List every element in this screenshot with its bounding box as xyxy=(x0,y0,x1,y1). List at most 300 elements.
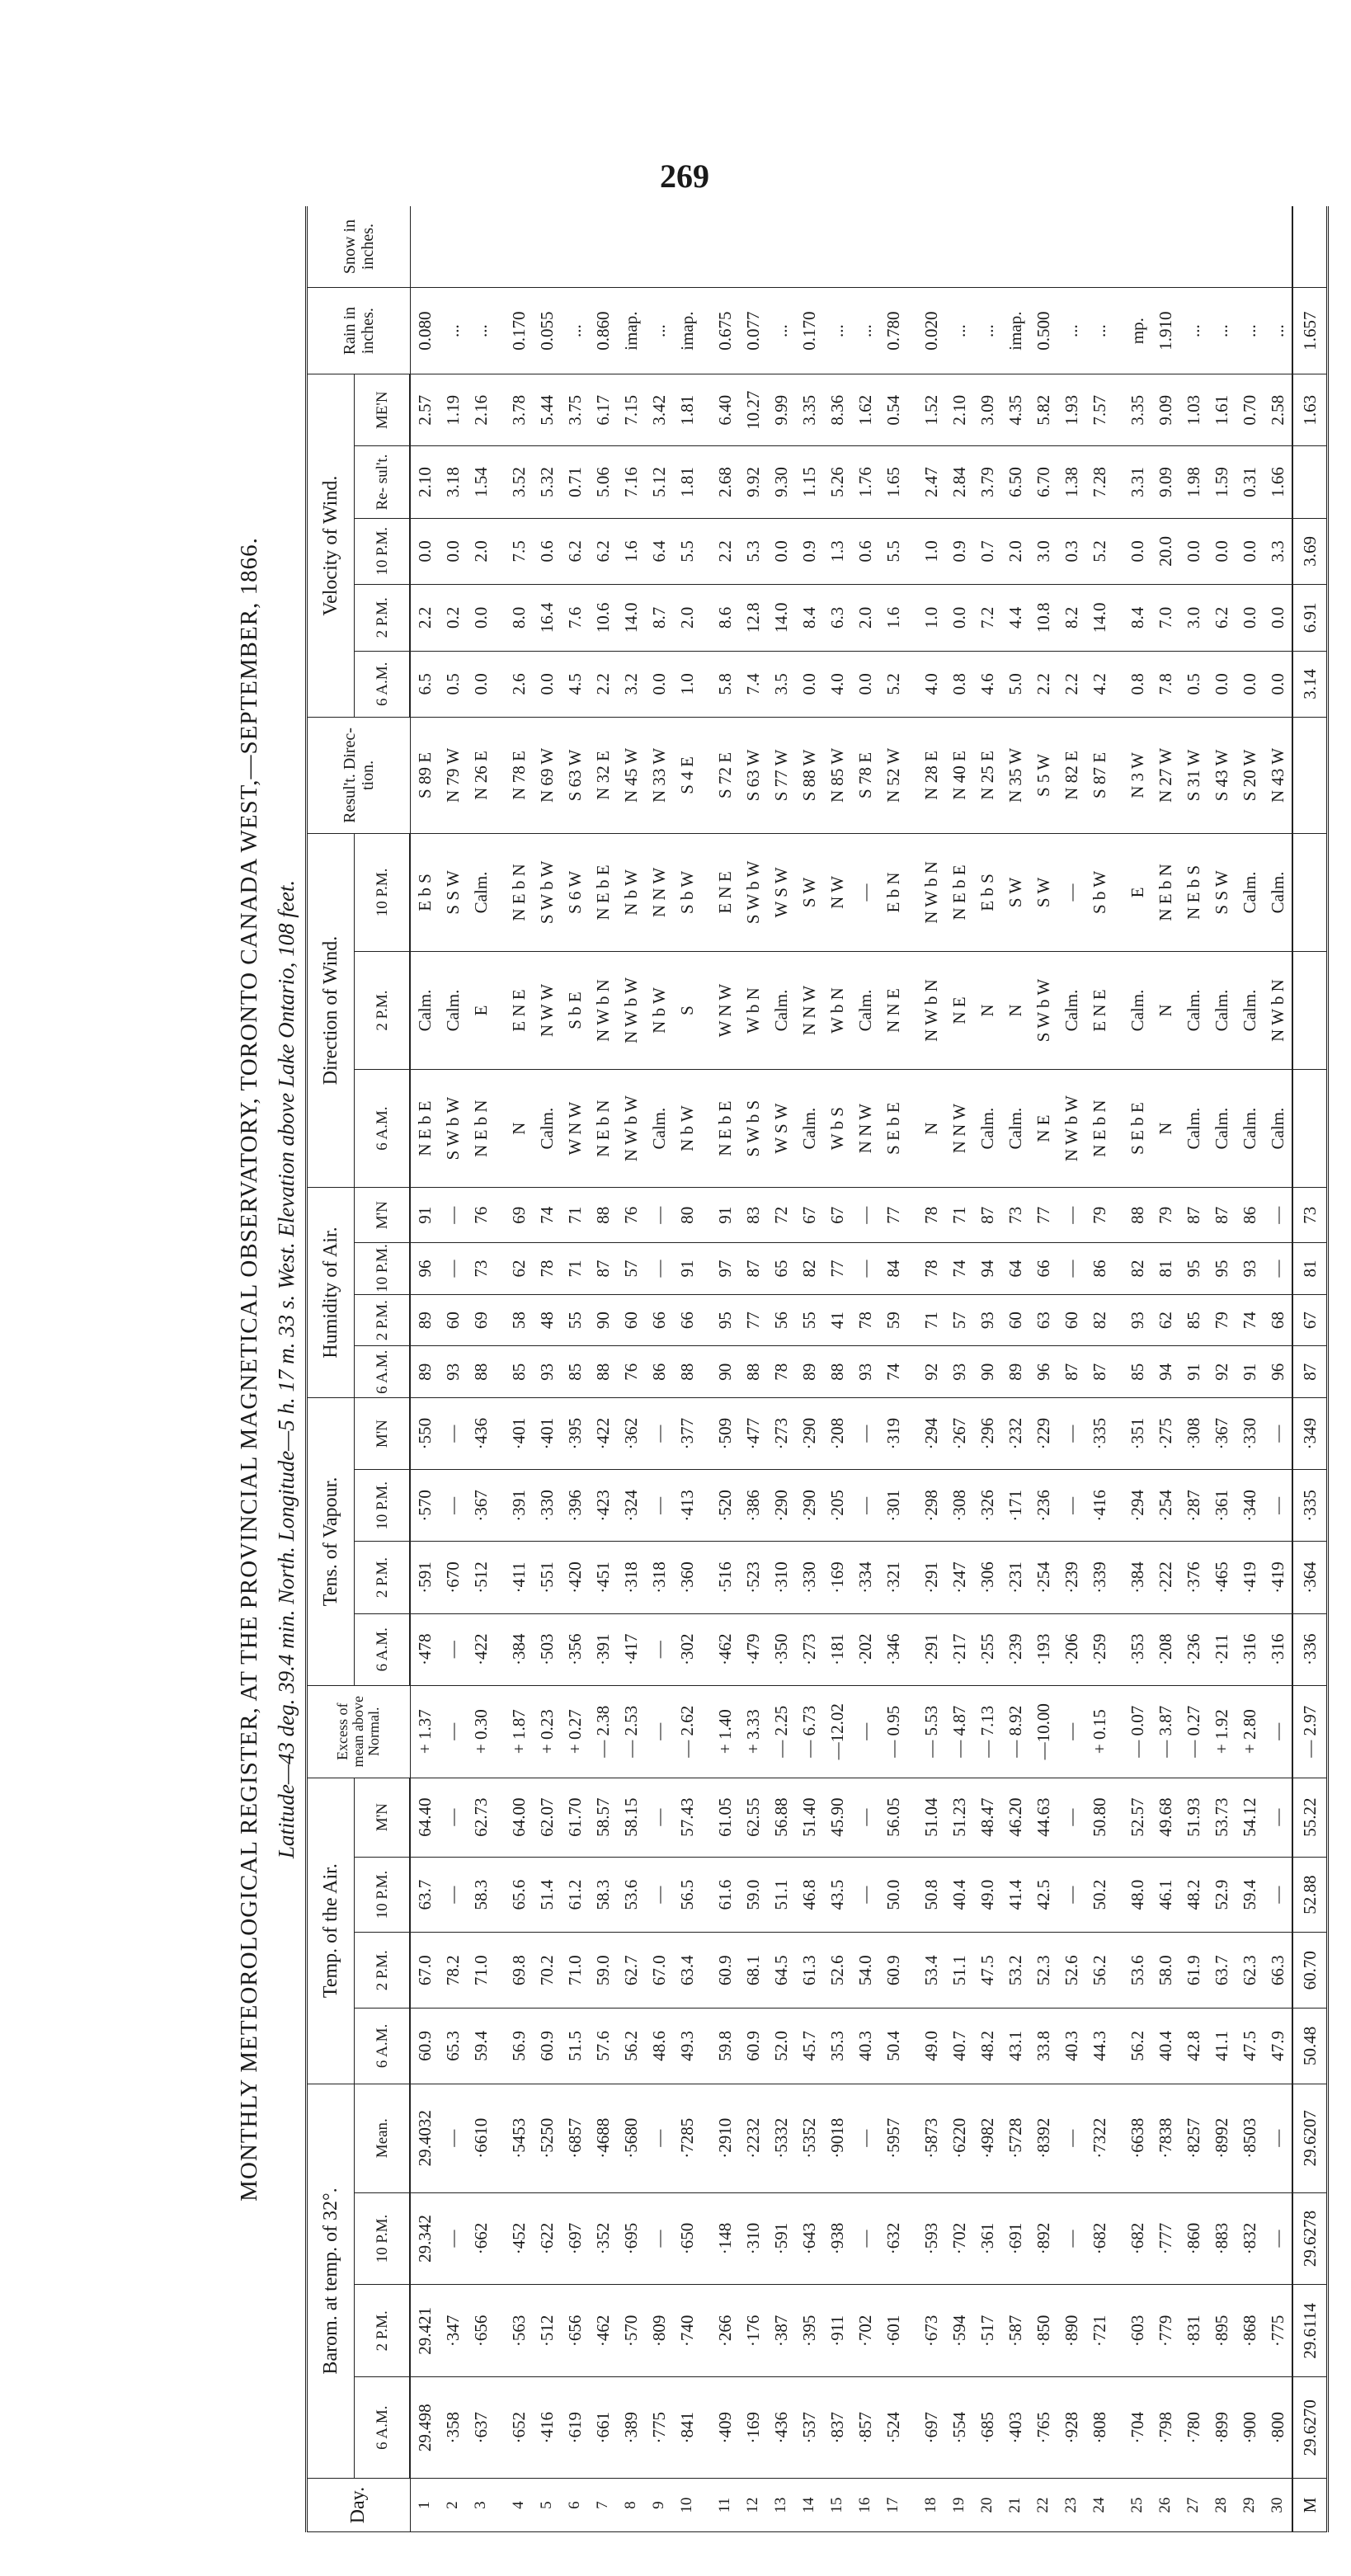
table-cell: — xyxy=(439,1398,467,1470)
table-cell: 33.8 xyxy=(1029,2009,1057,2084)
table-row xyxy=(1057,206,1085,2532)
table-cell: 54.0 xyxy=(851,1933,879,2009)
table-cell: ·351 xyxy=(1123,1398,1151,1470)
table-cell: 8.6 xyxy=(711,585,739,651)
table-cell xyxy=(973,206,1001,288)
table-cell: 64.00 xyxy=(505,1778,533,1857)
table-cell: 52.3 xyxy=(1029,1933,1057,2009)
table-cell: ·324 xyxy=(617,1470,645,1542)
table-cell: — xyxy=(851,1778,879,1857)
day-cell: 9 xyxy=(645,2479,673,2532)
table-cell: — xyxy=(645,1470,673,1542)
table-cell: 2.84 xyxy=(945,446,973,518)
table-cell xyxy=(467,206,495,288)
table-cell: 71 xyxy=(561,1243,589,1295)
table-cell: 88 xyxy=(739,1346,767,1398)
day-cell: 7 xyxy=(589,2479,617,2532)
table-cell: 74 xyxy=(1236,1294,1264,1346)
table-cell: 6.70 xyxy=(1029,446,1057,518)
table-cell: 40.3 xyxy=(851,2009,879,2084)
table-cell: 72 xyxy=(767,1188,795,1243)
table-cell: 6.2 xyxy=(589,518,617,584)
table-cell: 42.5 xyxy=(1029,1857,1057,1933)
table-cell: 9.92 xyxy=(739,446,767,518)
table-cell: 67.0 xyxy=(410,1933,439,2009)
table-row xyxy=(973,206,1001,2532)
table-row xyxy=(1264,206,1292,2532)
table-cell: 63 xyxy=(1029,1294,1057,1346)
table-cell: 91 xyxy=(711,1188,739,1243)
means-cell: 29.6207 xyxy=(1292,2084,1328,2192)
table-cell: ·169 xyxy=(823,1542,851,1613)
table-cell: ·837 xyxy=(823,2377,851,2479)
table-cell xyxy=(879,206,907,288)
table-cell: 51.04 xyxy=(917,1778,945,1857)
sub-dir-2pm: 2 P.M. xyxy=(355,952,411,1070)
table-cell: ·808 xyxy=(1085,2377,1113,2479)
table-cell: 60 xyxy=(439,1294,467,1346)
table-cell: 3.0 xyxy=(1029,518,1057,584)
table-cell: — xyxy=(1057,1685,1085,1778)
table-row xyxy=(1085,206,1113,2532)
sub-vel-6am: 6 A.M. xyxy=(355,651,411,717)
table-cell: 0.0 xyxy=(1236,651,1264,717)
table-cell: Calm. xyxy=(1264,1070,1292,1188)
table-cell: 8.36 xyxy=(823,374,851,446)
table-cell: 52.57 xyxy=(1123,1778,1151,1857)
table-cell: Calm. xyxy=(1236,952,1264,1070)
table-cell: N W b W xyxy=(1057,1070,1085,1188)
table-cell: ·273 xyxy=(767,1398,795,1470)
table-cell: W b N xyxy=(739,952,767,1070)
table-cell: ·384 xyxy=(1123,1542,1151,1613)
table-cell: 6.40 xyxy=(711,374,739,446)
table-cell: 0.077 xyxy=(739,288,767,374)
table-cell: ·339 xyxy=(1085,1542,1113,1613)
sub-hum-10pm: 10 P.M. xyxy=(355,1243,411,1295)
table-cell: — xyxy=(645,1398,673,1470)
table-cell: ·420 xyxy=(561,1542,589,1613)
table-cell: — xyxy=(1057,1188,1085,1243)
table-cell: 71 xyxy=(917,1294,945,1346)
table-cell: W b S xyxy=(823,1070,851,1188)
table-cell: ·697 xyxy=(917,2377,945,2479)
table-cell: ·563 xyxy=(505,2285,533,2377)
table-cell: 71 xyxy=(561,1188,589,1243)
table-row xyxy=(851,206,879,2532)
header-barometer: Barom. at temp. of 32°. xyxy=(307,2084,355,2478)
means-cell: ·336 xyxy=(1292,1613,1328,1685)
table-cell: 91 xyxy=(1236,1346,1264,1398)
table-cell: — 0.95 xyxy=(879,1685,907,1778)
table-cell: ·517 xyxy=(973,2285,1001,2377)
table-cell: S 4 E xyxy=(673,718,701,834)
table-cell: 78.2 xyxy=(439,1933,467,2009)
table-cell: 71 xyxy=(945,1188,973,1243)
table-cell: 5.2 xyxy=(1085,518,1113,584)
table-row xyxy=(917,206,945,2532)
table-cell: — xyxy=(439,2192,467,2285)
table-cell: ·318 xyxy=(617,1542,645,1613)
table-cell: 3.18 xyxy=(439,446,467,518)
table-cell: ·310 xyxy=(739,2192,767,2285)
table-cell: 7.5 xyxy=(505,518,533,584)
table-cell: ·857 xyxy=(851,2377,879,2479)
table-cell: 3.5 xyxy=(767,651,795,717)
table-cell: 0.5 xyxy=(1179,651,1207,717)
table-cell: 0.9 xyxy=(945,518,973,584)
sub-vap-10pm: 10 P.M. xyxy=(355,1470,411,1542)
table-cell: 3.09 xyxy=(973,374,1001,446)
table-cell: ·254 xyxy=(1029,1542,1057,1613)
table-cell: 60.9 xyxy=(711,1933,739,2009)
table-cell xyxy=(505,206,533,288)
table-cell: 63.4 xyxy=(673,1933,701,2009)
table-cell: ·208 xyxy=(823,1398,851,1470)
table-cell: 82 xyxy=(795,1243,823,1295)
rotated-register xyxy=(231,206,1320,2532)
table-cell: 50.4 xyxy=(879,2009,907,2084)
day-cell: 22 xyxy=(1029,2479,1057,2532)
table-cell xyxy=(617,206,645,288)
table-cell: Calm. xyxy=(795,1070,823,1188)
table-cell: 57.6 xyxy=(589,2009,617,2084)
table-cell: N 26 E xyxy=(467,718,495,834)
table-cell: ·622 xyxy=(533,2192,561,2285)
table-cell: 45.90 xyxy=(823,1778,851,1857)
table-cell: Calm. xyxy=(973,1070,1001,1188)
table-cell: S xyxy=(673,952,701,1070)
table-cell: 49.0 xyxy=(917,2009,945,2084)
header-humidity: Humidity of Air. xyxy=(307,1188,355,1398)
table-cell: 6.3 xyxy=(823,585,851,651)
table-cell: ... xyxy=(767,288,795,374)
table-cell: N N W xyxy=(795,952,823,1070)
table-cell: S W b W xyxy=(1029,952,1057,1070)
table-cell: 0.0 xyxy=(410,518,439,584)
row-spacer xyxy=(701,206,711,2532)
table-cell: 1.66 xyxy=(1264,446,1292,518)
table-cell: 14.0 xyxy=(1085,585,1113,651)
table-cell: ... xyxy=(1179,288,1207,374)
table-row xyxy=(533,206,561,2532)
table-cell: ·205 xyxy=(823,1470,851,1542)
header-snow: Snow in inches. xyxy=(307,206,411,288)
table-cell: Calm. xyxy=(1001,1070,1029,1188)
table-cell: 7.4 xyxy=(739,651,767,717)
table-cell xyxy=(645,206,673,288)
table-row xyxy=(823,206,851,2532)
table-cell: 3.78 xyxy=(505,374,533,446)
table-cell: + 0.27 xyxy=(561,1685,589,1778)
table-cell: 2.0 xyxy=(1001,518,1029,584)
table-cell: 71.0 xyxy=(467,1933,495,2009)
table-cell: ... xyxy=(945,288,973,374)
table-cell xyxy=(439,206,467,288)
means-cell: 6.91 xyxy=(1292,585,1328,651)
table-cell: 76 xyxy=(617,1188,645,1243)
table-cell: 48.2 xyxy=(1179,1857,1207,1933)
table-cell xyxy=(1236,206,1264,288)
table-cell: 0.0 xyxy=(467,585,495,651)
header-day: Day. xyxy=(307,2479,411,2532)
table-cell: 5.3 xyxy=(739,518,767,584)
table-cell: 56.2 xyxy=(617,2009,645,2084)
table-cell: — xyxy=(851,1685,879,1778)
table-cell: ·619 xyxy=(561,2377,589,2479)
table-cell: ·176 xyxy=(739,2285,767,2377)
table-cell: ·403 xyxy=(1001,2377,1029,2479)
table-cell: — xyxy=(1264,2192,1292,2285)
table-cell: — xyxy=(645,1243,673,1295)
table-cell: S 78 E xyxy=(851,718,879,834)
table-cell: ·319 xyxy=(879,1398,907,1470)
table-cell: 53.4 xyxy=(917,1933,945,2009)
table-cell: 0.860 xyxy=(589,288,617,374)
table-cell: S W b S xyxy=(739,1070,767,1188)
table-cell: S 20 W xyxy=(1236,718,1264,834)
table-cell: 86 xyxy=(1085,1243,1113,1295)
table-row xyxy=(1151,206,1179,2532)
table-cell: S 43 W xyxy=(1207,718,1236,834)
table-cell xyxy=(410,206,439,288)
table-cell: 0.0 xyxy=(1236,585,1264,651)
table-cell: 47.9 xyxy=(1264,2009,1292,2084)
means-cell: — 2.97 xyxy=(1292,1685,1328,1778)
table-cell: ·211 xyxy=(1207,1613,1236,1685)
table-cell: 66.3 xyxy=(1264,1933,1292,2009)
table-cell: E N E xyxy=(1085,952,1113,1070)
table-cell: ·6857 xyxy=(561,2084,589,2192)
table-cell: 67 xyxy=(823,1188,851,1243)
table-cell: 52.9 xyxy=(1207,1857,1236,1933)
table-cell: ·516 xyxy=(711,1542,739,1613)
table-cell: —12.02 xyxy=(823,1685,851,1778)
table-cell: 77 xyxy=(739,1294,767,1346)
table-cell: 96 xyxy=(410,1243,439,1295)
table-cell: 1.6 xyxy=(617,518,645,584)
table-cell: 3.42 xyxy=(645,374,673,446)
table-cell: 52.0 xyxy=(767,2009,795,2084)
table-cell: 52.6 xyxy=(823,1933,851,2009)
table-cell: ·650 xyxy=(673,2192,701,2285)
day-cell: 30 xyxy=(1264,2479,1292,2532)
table-cell: ·465 xyxy=(1207,1542,1236,1613)
table-cell: 65.3 xyxy=(439,2009,467,2084)
table-cell: 9.99 xyxy=(767,374,795,446)
table-cell: 0.31 xyxy=(1236,446,1264,518)
table-cell: — xyxy=(439,2084,467,2192)
table-cell: ·411 xyxy=(505,1542,533,1613)
table-cell: ·911 xyxy=(823,2285,851,2377)
table-row xyxy=(739,206,767,2532)
table-cell: 0.8 xyxy=(1123,651,1151,717)
table-cell: 68 xyxy=(1264,1294,1292,1346)
table-cell: 60 xyxy=(1057,1294,1085,1346)
table-cell: 1.98 xyxy=(1179,446,1207,518)
table-cell: 90 xyxy=(973,1346,1001,1398)
means-cell: 3.69 xyxy=(1292,518,1328,584)
table-cell: S 72 E xyxy=(711,718,739,834)
header-temperature: Temp. of the Air. xyxy=(307,1778,355,2084)
table-cell: ·702 xyxy=(945,2192,973,2285)
table-cell: 1.03 xyxy=(1179,374,1207,446)
table-cell: 62 xyxy=(1151,1294,1179,1346)
table-cell: ·377 xyxy=(673,1398,701,1470)
table-cell: N E b N xyxy=(505,833,533,951)
day-cell: 1 xyxy=(410,2479,439,2532)
table-cell: 0.0 xyxy=(1264,585,1292,651)
table-cell: 0.71 xyxy=(561,446,589,518)
table-cell: 80 xyxy=(673,1188,701,1243)
table-cell: imap. xyxy=(673,288,701,374)
table-cell: 61.3 xyxy=(795,1933,823,2009)
table-cell: 0.0 xyxy=(467,651,495,717)
row-spacer xyxy=(907,206,917,2532)
sub-temp-mean: M'N xyxy=(355,1778,411,1857)
table-cell: + 2.80 xyxy=(1236,1685,1264,1778)
table-cell: ... xyxy=(851,288,879,374)
table-cell: 93 xyxy=(533,1346,561,1398)
table-cell: ·670 xyxy=(439,1542,467,1613)
table-cell: 52.6 xyxy=(1057,1933,1085,2009)
table-cell: 1.52 xyxy=(917,374,945,446)
table-cell: — xyxy=(1057,1398,1085,1470)
table-cell: 5.5 xyxy=(879,518,907,584)
table-row xyxy=(673,206,701,2532)
table-cell: ·512 xyxy=(533,2285,561,2377)
day-cell: 17 xyxy=(879,2479,907,2532)
table-cell: — xyxy=(1264,1857,1292,1933)
sub-barom-2pm: 2 P.M. xyxy=(355,2285,411,2377)
table-cell: 51.23 xyxy=(945,1778,973,1857)
table-cell: ·419 xyxy=(1264,1542,1292,1613)
table-row xyxy=(645,206,673,2532)
table-row xyxy=(1207,206,1236,2532)
table-cell: N 40 E xyxy=(945,718,973,834)
table-cell: 7.2 xyxy=(973,585,1001,651)
table-cell: ·6610 xyxy=(467,2084,495,2192)
table-cell: ·273 xyxy=(795,1613,823,1685)
table-cell: N W b W xyxy=(617,952,645,1070)
table-cell: 7.16 xyxy=(617,446,645,518)
sub-hum-6am: 6 A.M. xyxy=(355,1346,411,1398)
table-cell: N E b N xyxy=(467,1070,495,1188)
sub-barom-10pm: 10 P.M. xyxy=(355,2192,411,2285)
table-cell: ... xyxy=(823,288,851,374)
table-cell: 73 xyxy=(1001,1188,1029,1243)
table-cell: S b W xyxy=(673,833,701,951)
table-cell: E N E xyxy=(505,952,533,1070)
table-cell: ·367 xyxy=(467,1470,495,1542)
table-cell: ·832 xyxy=(1236,2192,1264,2285)
table-cell: 48.0 xyxy=(1123,1857,1151,1933)
table-cell: N xyxy=(1151,952,1179,1070)
table-cell: 1.81 xyxy=(673,446,701,518)
table-cell: 95 xyxy=(1207,1243,1236,1295)
table-cell: 46.8 xyxy=(795,1857,823,1933)
table-cell: 7.6 xyxy=(561,585,589,651)
table-cell: 49.0 xyxy=(973,1857,1001,1933)
table-cell: 91 xyxy=(410,1188,439,1243)
table-cell: 5.0 xyxy=(1001,651,1029,717)
table-cell: 1.6 xyxy=(879,585,907,651)
table-cell: N xyxy=(1151,1070,1179,1188)
table-cell: 2.57 xyxy=(410,374,439,446)
table-cell: 8.0 xyxy=(505,585,533,651)
table-cell: — xyxy=(645,1857,673,1933)
table-cell: 2.16 xyxy=(467,374,495,446)
table-cell: 62 xyxy=(505,1243,533,1295)
table-cell: ·396 xyxy=(561,1470,589,1542)
table-cell: N E xyxy=(1029,1070,1057,1188)
table-cell: 88 xyxy=(589,1346,617,1398)
table-cell: ·193 xyxy=(1029,1613,1057,1685)
table-cell: 56.9 xyxy=(505,2009,533,2084)
table-cell: 10.27 xyxy=(739,374,767,446)
table-cell: ·169 xyxy=(739,2377,767,2479)
table-cell: 78 xyxy=(851,1294,879,1346)
table-cell: imap. xyxy=(1001,288,1029,374)
table-cell: 97 xyxy=(711,1243,739,1295)
table-cell: ·247 xyxy=(945,1542,973,1613)
table-cell: 3.35 xyxy=(1123,374,1151,446)
table-cell: ·899 xyxy=(1207,2377,1236,2479)
table-cell: Calm. xyxy=(1264,833,1292,951)
table-cell: 0.0 xyxy=(1179,518,1207,584)
table-cell: ·330 xyxy=(795,1542,823,1613)
table-cell: ·301 xyxy=(879,1470,907,1542)
table-cell: 0.7 xyxy=(973,518,1001,584)
table-cell: 86 xyxy=(645,1346,673,1398)
table-cell: ·6638 xyxy=(1123,2084,1151,2192)
table-cell: Calm. xyxy=(1057,952,1085,1070)
table-cell: ·9018 xyxy=(823,2084,851,2192)
means-label-cell: M xyxy=(1292,2479,1328,2532)
table-cell: ·451 xyxy=(589,1542,617,1613)
table-cell: ·290 xyxy=(795,1470,823,1542)
table-cell: — 5.53 xyxy=(917,1685,945,1778)
table-cell: ·5250 xyxy=(533,2084,561,2192)
table-cell: 3.52 xyxy=(505,446,533,518)
table-cell: ... xyxy=(561,288,589,374)
table-row xyxy=(879,206,907,2532)
table-cell: N 28 E xyxy=(917,718,945,834)
table-cell: 1.62 xyxy=(851,374,879,446)
table-cell: 62.07 xyxy=(533,1778,561,1857)
table-cell: ·395 xyxy=(561,1398,589,1470)
table-cell: ... xyxy=(1264,288,1292,374)
means-cell: 55.22 xyxy=(1292,1778,1328,1857)
table-cell: — xyxy=(851,1398,879,1470)
table-cell: 88 xyxy=(467,1346,495,1398)
table-cell: ·7322 xyxy=(1085,2084,1113,2192)
table-cell: 58.3 xyxy=(589,1857,617,1933)
table-cell xyxy=(739,206,767,288)
table-cell: N 79 W xyxy=(439,718,467,834)
table-cell: E xyxy=(1123,833,1151,951)
table-cell: ... xyxy=(1236,288,1264,374)
register-subtitle: Latitude—43 deg. 39.4 min. North. Longitude—5 h. 17 m. 33 s. West. Elevation above Lake Ontario, 108 feet. xyxy=(274,879,299,1859)
table-cell: 63.7 xyxy=(410,1857,439,1933)
table-cell: ·5873 xyxy=(917,2084,945,2192)
sub-vel-mean: ME'N xyxy=(355,374,411,446)
day-cell: 3 xyxy=(467,2479,495,2532)
table-cell: ·318 xyxy=(645,1542,673,1613)
table-cell: ·479 xyxy=(739,1613,767,1685)
table-cell: 4.2 xyxy=(1085,651,1113,717)
table-cell: 77 xyxy=(879,1188,907,1243)
